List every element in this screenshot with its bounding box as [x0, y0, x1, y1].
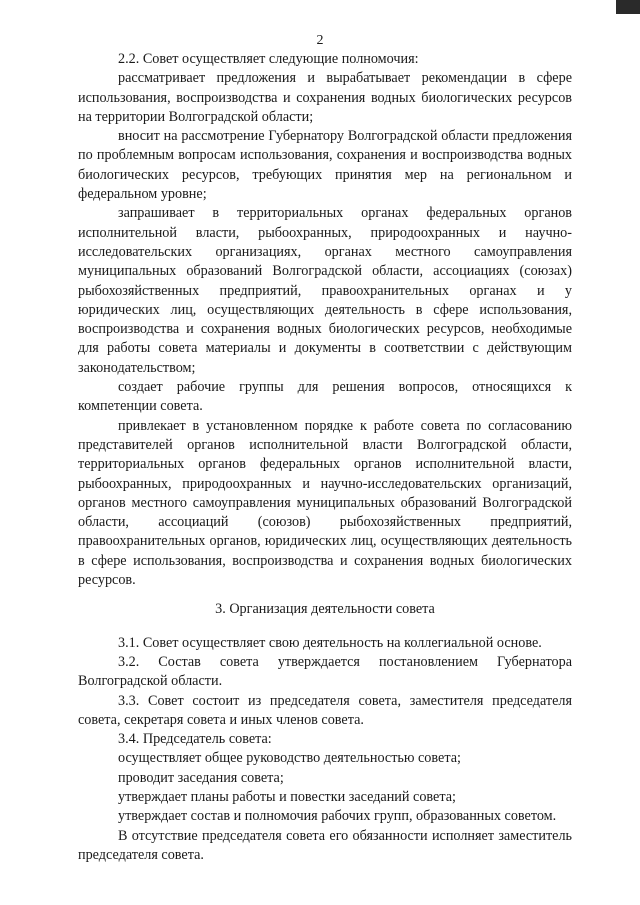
chair-duty-conduct-meetings: проводит заседания совета; — [118, 769, 284, 786]
chair-absence-clause: В отсутствие председателя совета его обязанности исполняет заместитель председателя совета. — [78, 827, 572, 863]
chair-duty-general-management: осуществляет общее руководство деятельностью совета; — [118, 750, 461, 767]
clause-3-3: 3.3. Совет состоит из председателя совета, заместителя председателя совета, секретаря совета и иных членов совета. — [78, 692, 572, 728]
page-number: 2 — [316, 33, 324, 48]
clause-3-1: 3.1. Совет осуществляет свою деятельность на коллегиальной основе. — [118, 634, 542, 651]
section-3-heading: 3. Организация деятельности совета — [215, 601, 435, 618]
power-item-engage-representatives: привлекает в установленном порядке к работе совета по согласованию представителей органов исполнительной власти Волгоградской области, территориальных органов федеральных органов исполнительной власти, рыбоохранных, природоохранных и научно-исследовательских организаций, органов местного самоуправления муниципальных образований Волгоградской области, ассоциаций (союзов) рыбохозяйственных предприятий, правоохранительных органов, юридических лиц, осуществляющих деятельность в сфере использования, воспроизводства и сохранения водных биологических ресурсов. — [78, 417, 572, 589]
clause-2-2-heading: 2.2. Совет осуществляет следующие полномочия: — [118, 51, 419, 67]
power-item-submit-to-governor: вносит на рассмотрение Губернатору Волгоградской области предложения по проблемным вопросам использования, сохранения и воспроизводства водных биологических ресурсов, требующих принятия мер на региональном и федеральном уровне; — [78, 128, 572, 203]
document-body — [78, 50, 572, 865]
power-item-review-proposals: рассматривает предложения и вырабатывает рекомендации в сфере использования, воспроизводства и сохранения водных биологических ресурсов на территории Волгоградской области; — [78, 70, 572, 125]
scan-corner-mark — [616, 0, 640, 14]
clause-3-4-heading: 3.4. Председатель совета: — [118, 731, 272, 748]
power-item-create-working-groups: создает рабочие группы для решения вопросов, относящихся к компетенции совета. — [78, 379, 572, 415]
chair-duty-approve-working-groups: утверждает состав и полномочия рабочих групп, образованных советом. — [118, 808, 557, 825]
power-item-request-materials: запрашивает в территориальных органах федеральных органов исполнительной власти, рыбоохранных, природоохранных и научно-исследовательских организациях, органах местного самоуправления муниципальных образований Волгоградской области, ассоциациях (союзах) рыбохозяйственных предприятий, правоохранительных органах и у юридических лиц, осуществляющих деятельность в сфере использования, воспроизводства и сохранения водных биологических ресурсов, необходимые для работы совета материалы и документы в соответствии с действующим законодательством; — [78, 205, 572, 376]
chair-duty-approve-plans: утверждает планы работы и повестки заседаний совета; — [118, 788, 456, 805]
clause-3-2: 3.2. Состав совета утверждается постановлением Губернатора Волгоградской области. — [78, 653, 572, 690]
